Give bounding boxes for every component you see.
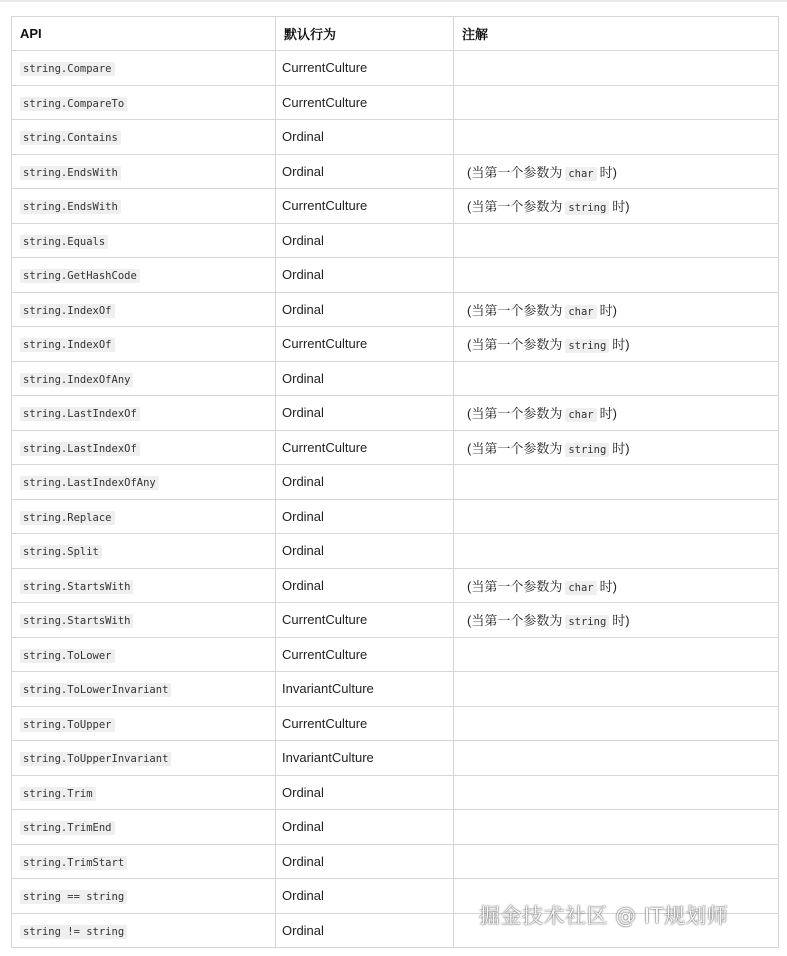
api-cell (12, 913, 276, 948)
table-row (12, 672, 779, 707)
default-behavior-cell: Ordinal (276, 775, 454, 810)
table-row (12, 844, 779, 879)
note-param-type-code: string (565, 615, 609, 629)
api-code: string.CompareTo (20, 97, 127, 111)
table-row (12, 810, 779, 845)
table-row (12, 51, 779, 86)
api-cell (12, 258, 276, 293)
api-cell (12, 499, 276, 534)
api-code: string.Trim (20, 787, 96, 801)
api-cell (12, 120, 276, 155)
api-code: string.LastIndexOfAny (20, 476, 159, 490)
default-behavior-cell: CurrentCulture (276, 327, 454, 362)
api-code: string.EndsWith (20, 200, 121, 214)
table-row (12, 361, 779, 396)
note-cell (454, 327, 779, 362)
note-cell (454, 292, 779, 327)
default-behavior-cell: Ordinal (276, 396, 454, 431)
api-code: string.ToLowerInvariant (20, 683, 171, 697)
note-cell (454, 223, 779, 258)
api-cell (12, 637, 276, 672)
default-behavior-cell: Ordinal (276, 568, 454, 603)
default-behavior-cell: Ordinal (276, 154, 454, 189)
watermark-text: 掘金技术社区 @ IT规划师 (479, 904, 729, 928)
default-behavior-cell: Ordinal (276, 879, 454, 914)
top-divider (0, 0, 787, 2)
header-default-behavior: 默认行为 (276, 17, 454, 51)
api-cell (12, 465, 276, 500)
api-cell (12, 741, 276, 776)
api-cell (12, 189, 276, 224)
table-row (12, 258, 779, 293)
api-cell (12, 603, 276, 638)
api-code: string.Compare (20, 62, 115, 76)
api-code: string.TrimStart (20, 856, 127, 870)
note-param-type-code: char (565, 408, 596, 422)
table-row (12, 499, 779, 534)
table-row (12, 327, 779, 362)
note-prefix: (当第一个参数为 (467, 199, 563, 215)
api-code: string.LastIndexOf (20, 407, 140, 421)
default-behavior-cell: Ordinal (276, 292, 454, 327)
note-cell (454, 706, 779, 741)
note-cell (454, 775, 779, 810)
api-code: string.IndexOf (20, 304, 115, 318)
api-code: string.ToUpperInvariant (20, 752, 171, 766)
api-cell (12, 430, 276, 465)
table-row (12, 292, 779, 327)
default-behavior-cell: Ordinal (276, 844, 454, 879)
note-cell (454, 672, 779, 707)
note-param-type-code: char (565, 167, 596, 181)
api-code: string.EndsWith (20, 166, 121, 180)
table-row (12, 396, 779, 431)
api-code: string.Contains (20, 131, 121, 145)
api-cell (12, 292, 276, 327)
table-row (12, 637, 779, 672)
table-row (12, 741, 779, 776)
api-code: string.TrimEnd (20, 821, 115, 835)
note-cell (454, 430, 779, 465)
note-cell (454, 361, 779, 396)
default-behavior-cell: CurrentCulture (276, 85, 454, 120)
api-cell (12, 706, 276, 741)
default-behavior-cell: CurrentCulture (276, 430, 454, 465)
api-code: string != string (20, 925, 127, 939)
note-cell (454, 189, 779, 224)
default-behavior-cell: CurrentCulture (276, 706, 454, 741)
api-code: string.ToLower (20, 649, 115, 663)
note-prefix: (当第一个参数为 (467, 578, 563, 594)
api-code: string.Equals (20, 235, 108, 249)
api-cell (12, 672, 276, 707)
table-row (12, 154, 779, 189)
table-row (12, 223, 779, 258)
table-row (12, 85, 779, 120)
note-cell (454, 568, 779, 603)
default-behavior-cell: Ordinal (276, 810, 454, 845)
note-cell (454, 85, 779, 120)
note-prefix: (当第一个参数为 (467, 337, 563, 353)
header-notes: 注解 (454, 17, 779, 51)
api-cell (12, 154, 276, 189)
default-behavior-cell: CurrentCulture (276, 51, 454, 86)
table-row (12, 189, 779, 224)
api-code: string == string (20, 890, 127, 904)
note-cell (454, 465, 779, 500)
note-param-type-code: char (565, 581, 596, 595)
note-cell (454, 844, 779, 879)
api-code: string.Split (20, 545, 102, 559)
default-behavior-cell: Ordinal (276, 913, 454, 948)
table-row (12, 603, 779, 638)
note-prefix: (当第一个参数为 (467, 613, 563, 629)
default-behavior-cell: CurrentCulture (276, 189, 454, 224)
api-code: string.Replace (20, 511, 115, 525)
api-cell (12, 85, 276, 120)
table-row (12, 775, 779, 810)
api-code: string.GetHashCode (20, 269, 140, 283)
note-prefix: (当第一个参数为 (467, 406, 563, 422)
api-code: string.LastIndexOf (20, 442, 140, 456)
api-cell (12, 775, 276, 810)
api-cell (12, 396, 276, 431)
note-suffix: 时) (612, 199, 630, 215)
api-cell (12, 534, 276, 569)
note-cell (454, 810, 779, 845)
api-cell (12, 568, 276, 603)
default-behavior-cell: Ordinal (276, 465, 454, 500)
table-row (12, 430, 779, 465)
api-cell (12, 361, 276, 396)
api-cell (12, 223, 276, 258)
note-suffix: 时) (612, 337, 630, 353)
note-cell (454, 603, 779, 638)
note-suffix: 时) (612, 613, 630, 629)
table-row (12, 465, 779, 500)
note-cell (454, 534, 779, 569)
note-cell (454, 499, 779, 534)
note-cell (454, 120, 779, 155)
table-row (12, 706, 779, 741)
default-behavior-cell: CurrentCulture (276, 603, 454, 638)
default-behavior-cell: Ordinal (276, 258, 454, 293)
default-behavior-cell: CurrentCulture (276, 637, 454, 672)
header-api: API (12, 17, 276, 51)
api-cell (12, 810, 276, 845)
note-cell (454, 51, 779, 86)
note-param-type-code: string (565, 443, 609, 457)
api-cell (12, 327, 276, 362)
note-suffix: 时) (612, 440, 630, 456)
api-cell (12, 51, 276, 86)
table-header-row (12, 17, 779, 51)
note-prefix: (当第一个参数为 (467, 302, 563, 318)
note-suffix: 时) (599, 578, 617, 594)
note-cell (454, 637, 779, 672)
api-cell (12, 844, 276, 879)
api-code: string.IndexOf (20, 338, 115, 352)
note-param-type-code: char (565, 305, 596, 319)
note-cell (454, 741, 779, 776)
default-behavior-cell: Ordinal (276, 361, 454, 396)
note-prefix: (当第一个参数为 (467, 164, 563, 180)
api-code: string.ToUpper (20, 718, 115, 732)
note-suffix: 时) (599, 406, 617, 422)
note-param-type-code: string (565, 201, 609, 215)
default-behavior-cell: Ordinal (276, 223, 454, 258)
default-behavior-cell: Ordinal (276, 499, 454, 534)
note-cell (454, 396, 779, 431)
note-suffix: 时) (599, 164, 617, 180)
api-code: string.IndexOfAny (20, 373, 133, 387)
note-prefix: (当第一个参数为 (467, 440, 563, 456)
default-behavior-cell: Ordinal (276, 120, 454, 155)
string-api-comparison-table (11, 16, 779, 948)
note-suffix: 时) (599, 302, 617, 318)
note-cell (454, 258, 779, 293)
default-behavior-cell: InvariantCulture (276, 672, 454, 707)
api-code: string.StartsWith (20, 614, 133, 628)
table-row (12, 568, 779, 603)
api-cell (12, 879, 276, 914)
default-behavior-cell: Ordinal (276, 534, 454, 569)
default-behavior-cell: InvariantCulture (276, 741, 454, 776)
table-row (12, 534, 779, 569)
api-code: string.StartsWith (20, 580, 133, 594)
note-cell (454, 154, 779, 189)
note-param-type-code: string (565, 339, 609, 353)
table-row (12, 120, 779, 155)
